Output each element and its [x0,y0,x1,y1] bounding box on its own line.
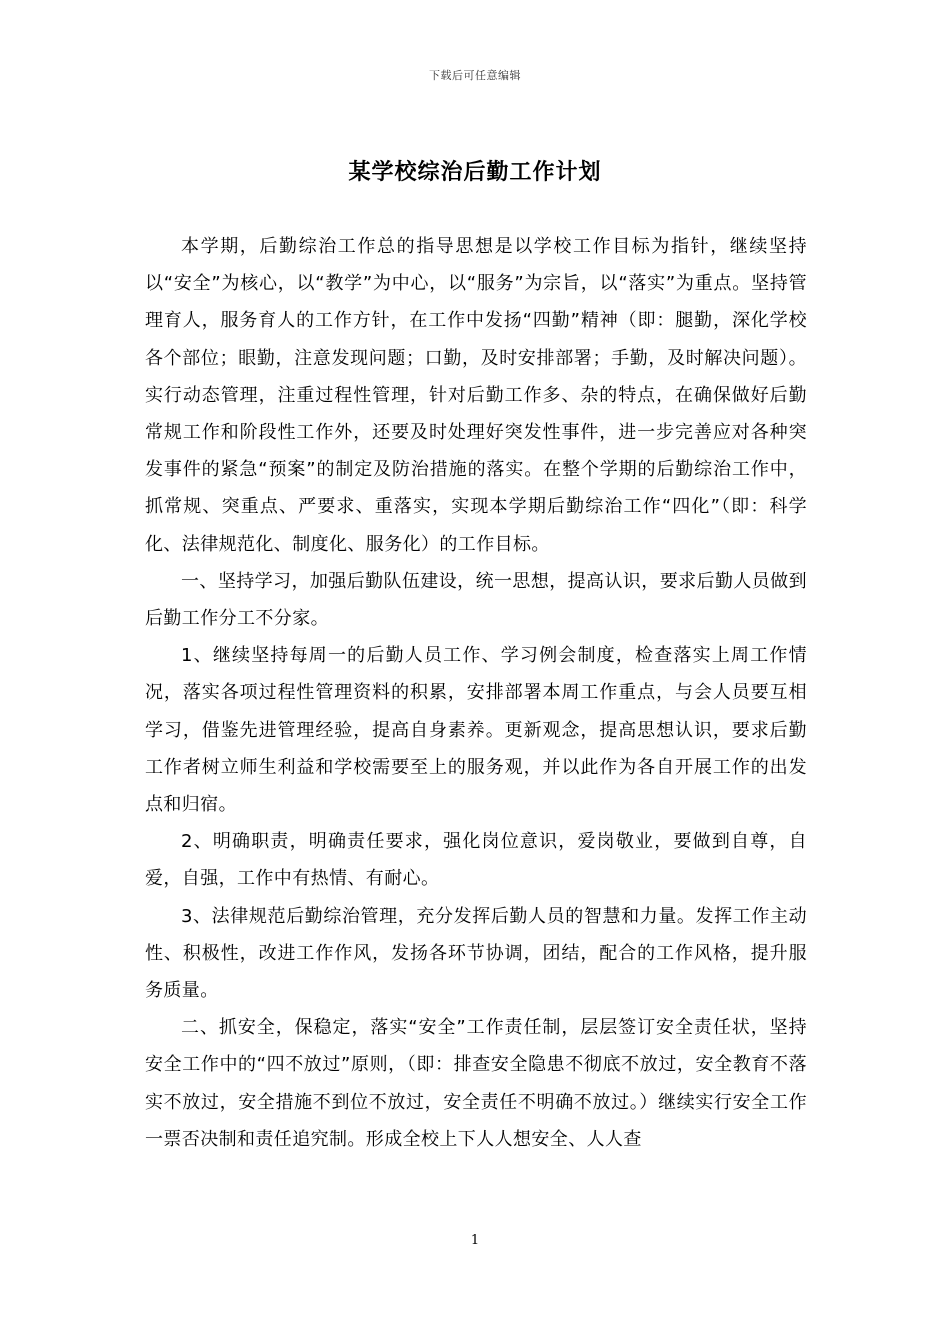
paragraph-section-2: 二、抓安全，保稳定，落实“安全”工作责任制，层层签订安全责任状，坚持安全工作中的“四不放过”原则，（即：排查安全隐患不彻底不放过，安全教育不落实不放过，安全措施不到位不放过，安全责任不明确不放过。）继续实行安全工作一票否决制和责任追究制。形成全校上下人人想安全、人人查 [145,1017,807,1150]
paragraph-intro: 本学期，后勤综治工作总的指导思想是以学校工作目标为指针，继续坚持以“安全”为核心，以“教学”为中心，以“服务”为宗旨，以“落实”为重点。坚持管理育人，服务育人的工作方针，在工作中发扬“四勤”精神（即：腿勤，深化学校各个部位；眼勤，注意发现问题；口勤，及时安排部署；手勤，及时解决问题）。实行动态管理，注重过程性管理，针对后勤工作多、杂的特点，在确保做好后勤常规工作和阶段性工作外，还要及时处理好突发性事件，进一步完善应对各种突发事件的紧急“预案”的制定及防治措施的落实。在整个学期的后勤综治工作中，抓常规、突重点、严要求、重落实，实现本学期后勤综治工作“四化”（即：科学化、法律规范化、制度化、服务化）的工作目标。 [145,236,807,555]
document-title: 某学校综治后勤工作计划 [348,160,602,185]
paragraph-section-1: 一、坚持学习，加强后勤队伍建设，统一思想，提高认识，要求后勤人员做到后勤工作分工不分家。 [145,570,807,630]
paragraph-item-2: 2、明确职责，明确责任要求，强化岗位意识，爱岗敬业，要做到自尊，自爱，自强，工作中有热情、有耐心。 [145,831,807,890]
page-number: 1 [470,1233,480,1248]
paragraph-item-3: 3、法律规范后勤综治管理，充分发挥后勤人员的智慧和力量。发挥工作主动性、积极性，改进工作作风，发扬各环节协调，团结，配合的工作风格，提升服务质量。 [145,905,807,1002]
document-body [145,228,807,1158]
page-header-note: 下载后可任意编辑 [429,69,521,82]
paragraph-item-1: 1、继续坚持每周一的后勤人员工作、学习例会制度，检查落实上周工作情况，落实各项过程性管理资料的积累，安排部署本周工作重点，与会人员要互相学习，借鉴先进管理经验，提高自身素养。更新观念，提高思想认识，要求后勤工作者树立师生利益和学校需要至上的服务观，并以此作为各自开展工作的出发点和归宿。 [145,645,807,816]
